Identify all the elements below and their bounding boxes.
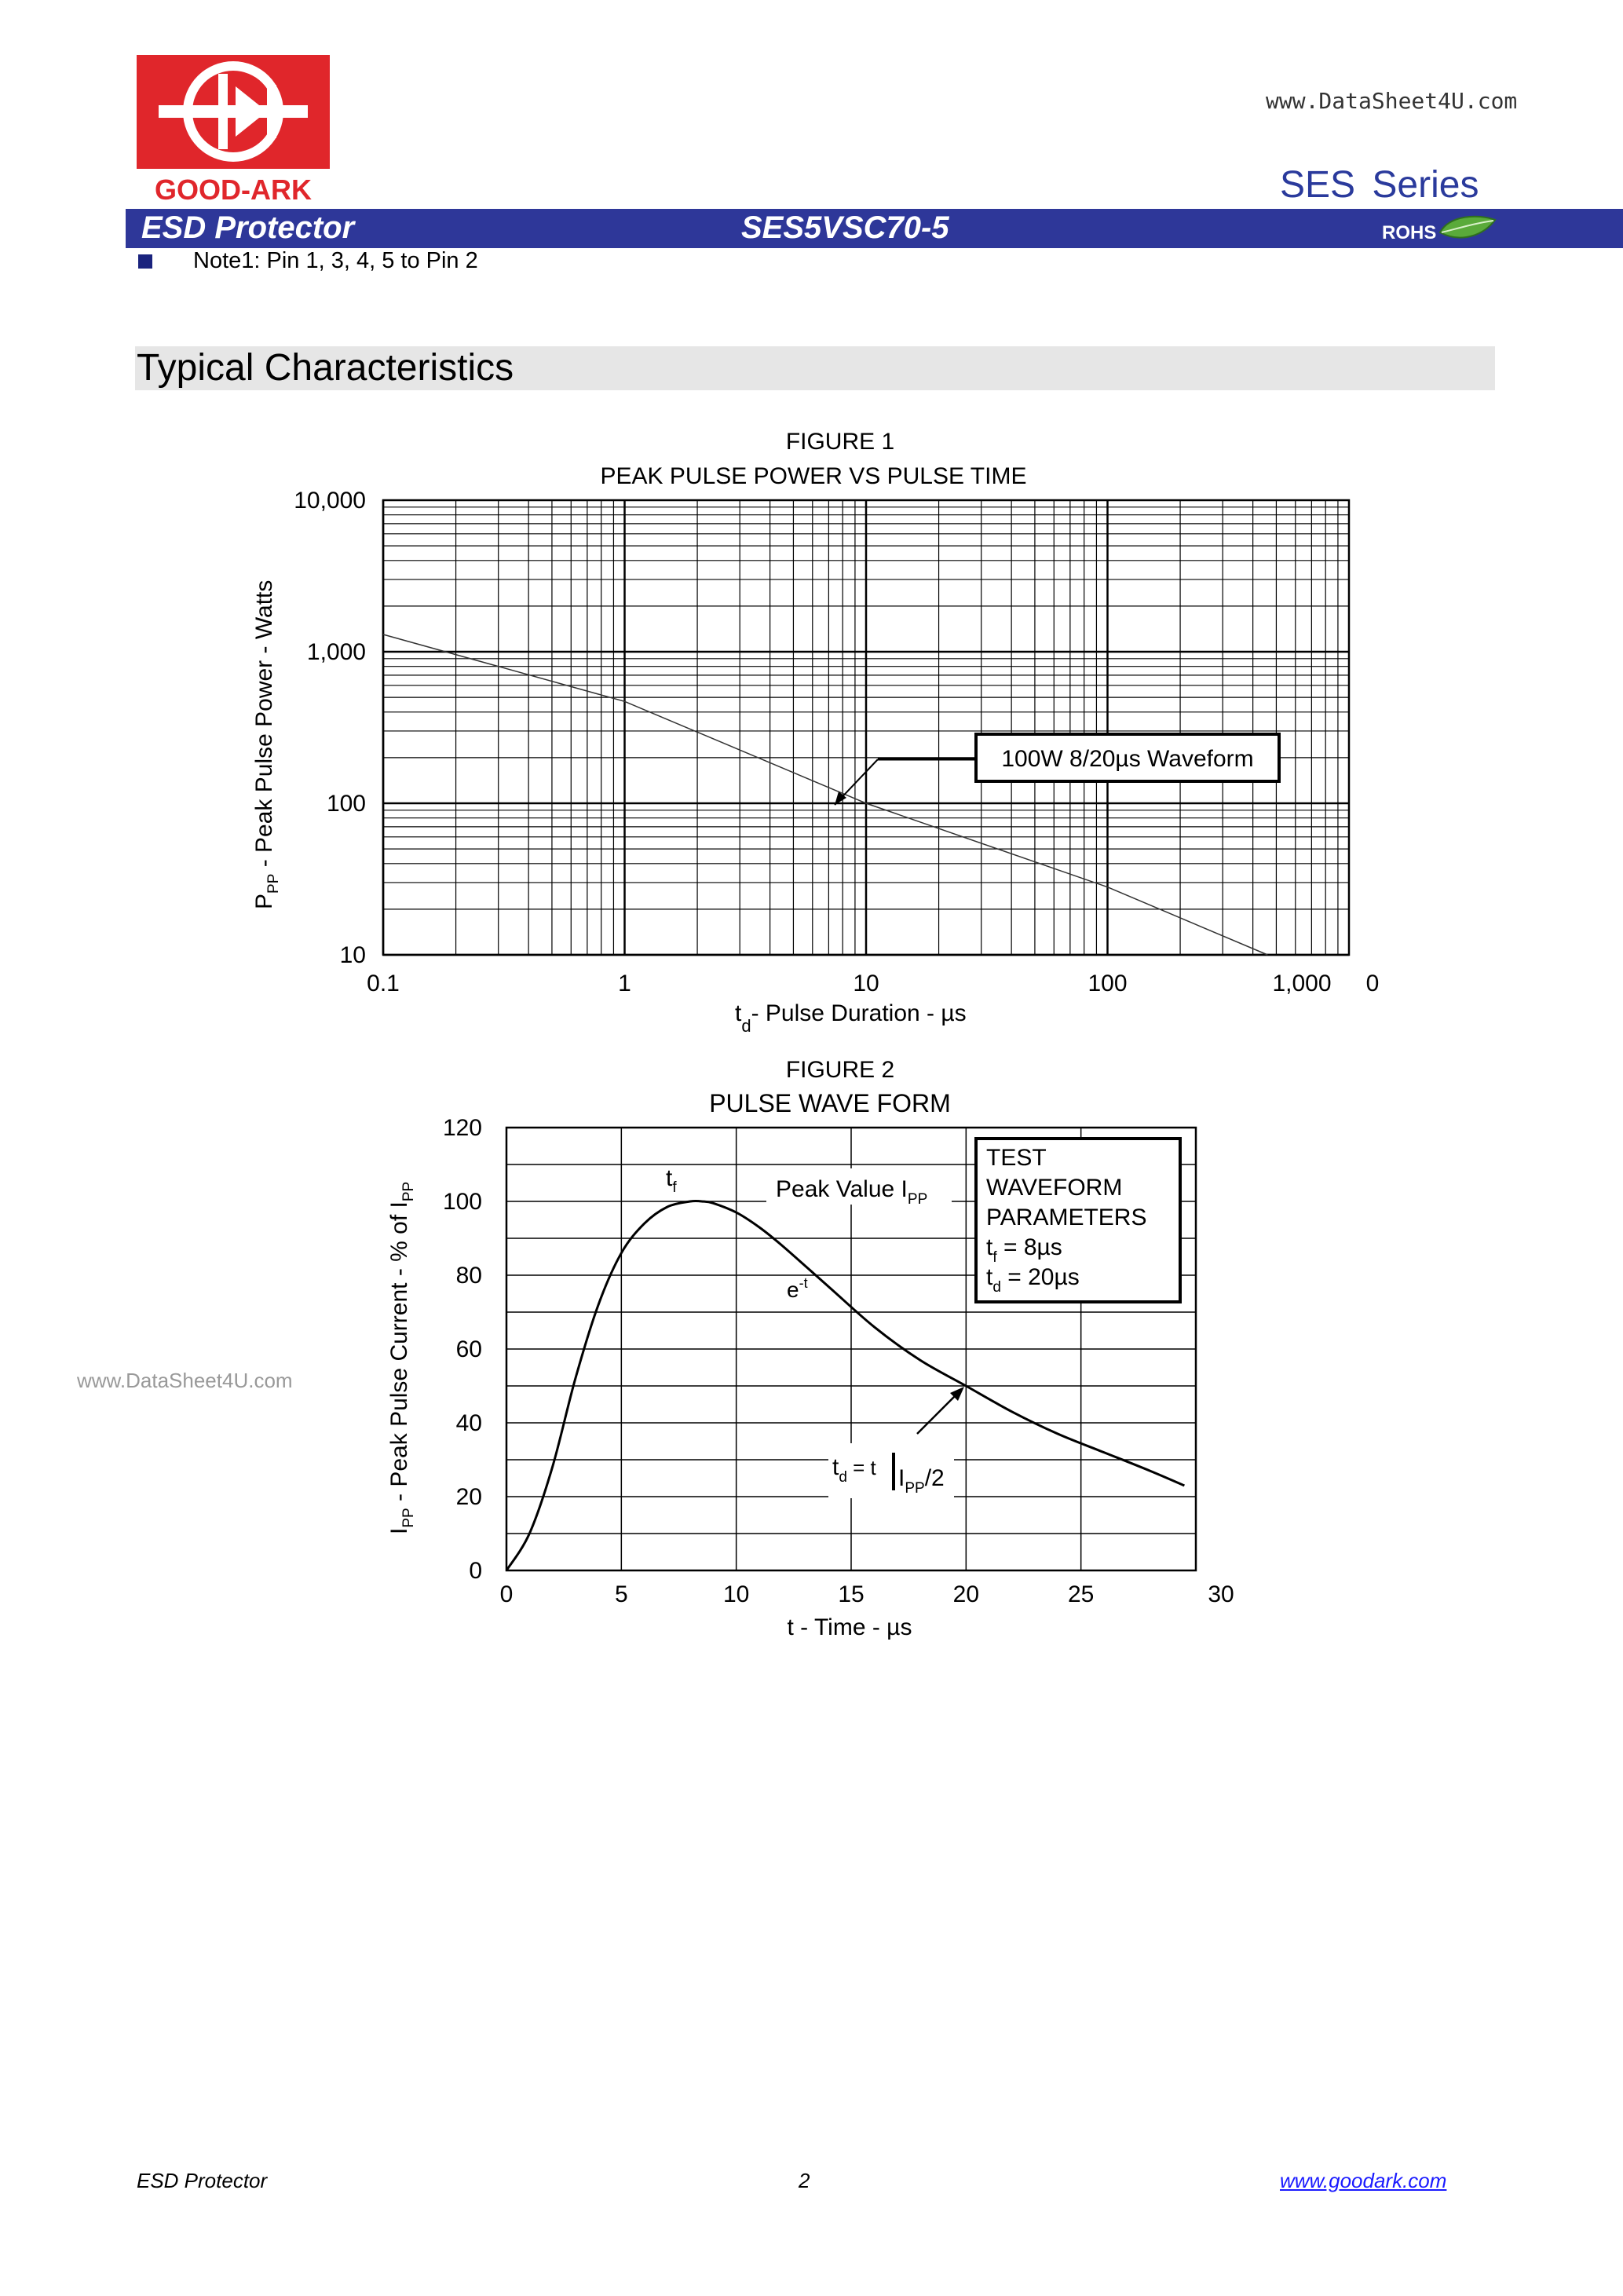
figure2-ytick-label: 40 [455, 1410, 482, 1436]
figure1-annotation-text: 100W 8/20µs Waveform [1001, 746, 1254, 772]
figure2-xtick-label: 0 [499, 1581, 514, 1607]
figure2-title: PULSE WAVE FORM [709, 1089, 951, 1117]
series-title: SES Series [1280, 164, 1479, 206]
watermark-mid: www.DataSheet4U.com [77, 1369, 293, 1392]
figure2-box-td: $t_d = 20\mu s$ [986, 1264, 1080, 1296]
figure1-xtick-label: 0.1 [367, 971, 400, 996]
figure2-td-ipp-label: $I_{PP}/2$ [898, 1465, 945, 1497]
figure2-exp-label: $e^{-t}$ [787, 1275, 808, 1302]
brand-name: GOOD-ARK [155, 174, 312, 204]
figure2-box-tf: $t_f = 8\mu s$ [986, 1234, 1062, 1266]
figure2-xtick-label: 25 [1067, 1581, 1095, 1607]
product-type: ESD Protector [141, 210, 355, 245]
figure1-xtick-label: 10 [853, 971, 879, 996]
figure1-ytick-label: 10,000 [294, 488, 366, 514]
figure2-xtick-label: 5 [614, 1581, 628, 1607]
figure2-xlabel: t - Time - µs [787, 1614, 912, 1640]
figure2-ytick-label: 0 [469, 1558, 482, 1584]
figure2-ytick-label: 100 [442, 1189, 482, 1215]
figure1-xtick-label: 0 [1365, 971, 1380, 996]
figure2-label: FIGURE 2 [785, 1057, 895, 1083]
footer-website-link[interactable]: www.goodark.com [1280, 2169, 1447, 2192]
figure2-ytick-label: 20 [455, 1484, 482, 1510]
figure2-tf-label: $t_f$ [666, 1165, 677, 1196]
figure2-xtick-label: 10 [722, 1581, 750, 1607]
figure1-ytick-label: 100 [326, 791, 366, 817]
figure1-label: FIGURE 1 [785, 429, 895, 455]
figure2-xtick-label: 30 [1208, 1581, 1234, 1607]
figure1-ytick-label: 10 [339, 942, 366, 968]
figure1-ylabel: $P_{PP}$ - Peak Pulse Power - Watts [251, 579, 282, 909]
figure2-box-line2: WAVEFORM [986, 1175, 1123, 1201]
note-text: Note1: Pin 1, 3, 4, 5 to Pin 2 [193, 248, 478, 273]
footer-title: ESD Protector [137, 2169, 268, 2192]
figure1-xtick-label: 1 [618, 971, 631, 996]
figure2-td-arrow [917, 1391, 960, 1434]
figure2-td-label: $t_d = t$ [832, 1454, 876, 1486]
figure2-ytick-label: 60 [455, 1336, 482, 1362]
part-number: SES5VSC70-5 [741, 210, 949, 245]
figure2-xtick-label: 15 [838, 1581, 865, 1607]
figure2-xtick-label: 20 [952, 1581, 980, 1607]
figure2-peak-label: Peak Value $I_{PP}$ [776, 1176, 928, 1208]
figure2-box-line3: PARAMETERS [986, 1205, 1147, 1230]
figure2-ytick-label: 120 [442, 1115, 482, 1141]
figure1-title: PEAK PULSE POWER VS PULSE TIME [600, 463, 1027, 489]
figure1-xlabel: $t_d-$ Pulse Duration - µs [735, 1000, 967, 1036]
section-title: Typical Characteristics [137, 347, 514, 389]
figure2-ylabel: $I_{PP}$ - Peak Pulse Current - % of $I_{PP}$ [386, 1181, 417, 1534]
figure1-ytick-label: 1,000 [306, 639, 366, 665]
figure1-xtick-label: 1,000 [1272, 971, 1332, 996]
rohs-label: ROHS [1382, 222, 1437, 243]
figure2-box-line1: TEST [986, 1145, 1047, 1171]
watermark-top: www.DataSheet4U.com [1266, 88, 1518, 114]
figure2-ytick-label: 80 [455, 1263, 482, 1289]
page-number: 2 [799, 2169, 810, 2192]
figure1-xtick-label: 100 [1087, 971, 1128, 996]
